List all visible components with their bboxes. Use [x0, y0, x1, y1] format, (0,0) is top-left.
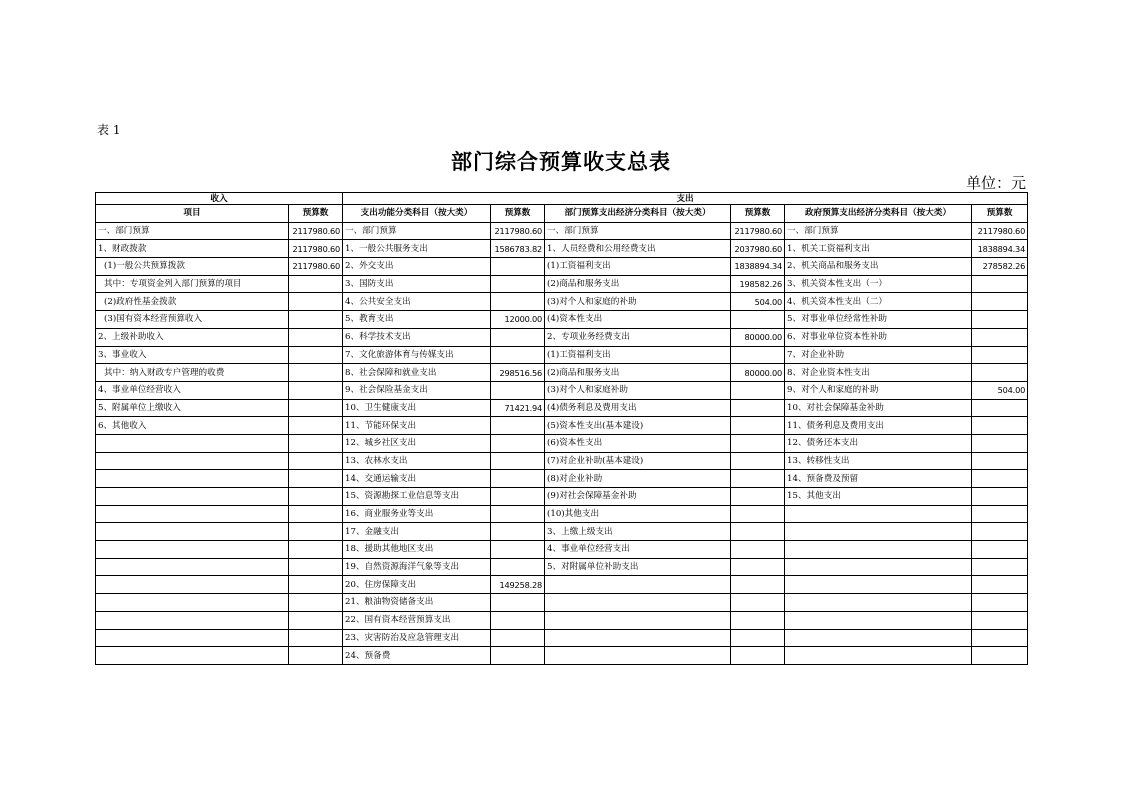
item-name-cell: 12、债务还本支出 — [785, 434, 972, 452]
table-row — [96, 293, 1028, 311]
item-name-cell: 4、事业单位经营支出 — [545, 541, 731, 559]
item-name-cell: 17、金融支出 — [343, 523, 491, 541]
budget-amount-cell — [731, 346, 785, 364]
budget-amount-cell — [731, 558, 785, 576]
item-name-cell: (3)国有资本经营预算收入 — [96, 311, 289, 329]
table-row — [96, 611, 1028, 629]
budget-amount-cell — [731, 452, 785, 470]
budget-amount-cell — [972, 399, 1028, 417]
item-name-cell: 3、国防支出 — [343, 275, 491, 293]
budget-amount-cell: 2117980.60 — [972, 222, 1028, 240]
budget-amount-cell — [972, 311, 1028, 329]
item-name-cell — [785, 647, 972, 665]
item-name-cell: (9)对社会保障基金补助 — [545, 488, 731, 506]
budget-amount-cell — [289, 611, 343, 629]
item-name-cell — [96, 434, 289, 452]
column-header: 预算数 — [289, 205, 343, 223]
item-name-cell: 7、文化旅游体育与传媒支出 — [343, 346, 491, 364]
budget-amount-cell — [289, 293, 343, 311]
table-row — [96, 434, 1028, 452]
item-name-cell: (2)商品和服务支出 — [545, 364, 731, 382]
item-name-cell: (8)对企业补助 — [545, 470, 731, 488]
budget-amount-cell — [289, 311, 343, 329]
item-name-cell: (6)资本性支出 — [545, 434, 731, 452]
budget-amount-cell: 2117980.60 — [289, 222, 343, 240]
item-name-cell: 5、对事业单位经常性补助 — [785, 311, 972, 329]
item-name-cell — [785, 523, 972, 541]
budget-amount-cell: 2117980.60 — [491, 222, 545, 240]
item-name-cell: 1、机关工资福利支出 — [785, 240, 972, 258]
item-name-cell: 9、对个人和家庭的补助 — [785, 381, 972, 399]
item-name-cell — [545, 611, 731, 629]
budget-amount-cell: 2037980.60 — [731, 240, 785, 258]
item-name-cell: 3、上缴上级支出 — [545, 523, 731, 541]
column-header: 预算数 — [491, 205, 545, 223]
item-name-cell: 8、对企业资本性支出 — [785, 364, 972, 382]
item-name-cell: (1)工资福利支出 — [545, 346, 731, 364]
budget-amount-cell — [972, 611, 1028, 629]
column-header: 支出功能分类科目（按大类） — [343, 205, 491, 223]
budget-amount-cell — [972, 293, 1028, 311]
expense-section-header: 支出 — [343, 193, 1028, 205]
table-row — [96, 417, 1028, 435]
item-name-cell: 2、外交支出 — [343, 258, 491, 276]
item-name-cell: 5、教育支出 — [343, 311, 491, 329]
table-row — [96, 328, 1028, 346]
budget-amount-cell — [972, 275, 1028, 293]
item-name-cell: (7)对企业补助(基本建设) — [545, 452, 731, 470]
budget-amount-cell — [289, 434, 343, 452]
item-name-cell: 4、公共安全支出 — [343, 293, 491, 311]
item-name-cell: 21、粮油物资储备支出 — [343, 594, 491, 612]
item-name-cell: (3)对个人和家庭的补助 — [545, 293, 731, 311]
item-name-cell — [785, 541, 972, 559]
budget-amount-cell — [731, 434, 785, 452]
budget-amount-cell — [731, 399, 785, 417]
item-name-cell: 12、城乡社区支出 — [343, 434, 491, 452]
budget-amount-cell — [972, 452, 1028, 470]
item-name-cell: 6、其他收入 — [96, 417, 289, 435]
budget-amount-cell — [289, 275, 343, 293]
item-name-cell — [96, 629, 289, 647]
item-name-cell: 6、对事业单位资本性补助 — [785, 328, 972, 346]
budget-amount-cell — [972, 364, 1028, 382]
unit-label: 单位：元 — [965, 174, 1026, 192]
item-name-cell — [545, 629, 731, 647]
item-name-cell: 1、人员经费和公用经费支出 — [545, 240, 731, 258]
item-name-cell: 10、卫生健康支出 — [343, 399, 491, 417]
budget-amount-cell: 198582.26 — [731, 275, 785, 293]
table-row — [96, 346, 1028, 364]
item-name-cell: 7、对企业补助 — [785, 346, 972, 364]
item-name-cell: 其中：纳入财政专户管理的收费 — [96, 364, 289, 382]
budget-amount-cell — [972, 629, 1028, 647]
item-name-cell — [785, 558, 972, 576]
budget-amount-cell — [289, 470, 343, 488]
budget-amount-cell — [491, 417, 545, 435]
item-name-cell: 4、事业单位经营收入 — [96, 381, 289, 399]
column-header: 政府预算支出经济分类科目（按大类） — [785, 205, 972, 223]
item-name-cell: 一、部门预算 — [96, 222, 289, 240]
item-name-cell — [785, 576, 972, 594]
table-row — [96, 594, 1028, 612]
item-name-cell: 18、援助其他地区支出 — [343, 541, 491, 559]
item-name-cell — [96, 558, 289, 576]
item-name-cell — [96, 505, 289, 523]
table-row — [96, 470, 1028, 488]
item-name-cell: 3、事业收入 — [96, 346, 289, 364]
item-name-cell — [96, 647, 289, 665]
item-name-cell: 3、机关资本性支出（一） — [785, 275, 972, 293]
item-name-cell: 19、自然资源海洋气象等支出 — [343, 558, 491, 576]
item-name-cell: (1)一般公共预算拨款 — [96, 258, 289, 276]
budget-amount-cell — [731, 523, 785, 541]
item-name-cell — [96, 594, 289, 612]
item-name-cell: (1)工资福利支出 — [545, 258, 731, 276]
item-name-cell — [96, 611, 289, 629]
budget-amount-cell — [731, 470, 785, 488]
table-row — [96, 647, 1028, 665]
item-name-cell: (5)资本性支出(基本建设) — [545, 417, 731, 435]
table-section-header-row — [96, 193, 1028, 205]
table-row — [96, 452, 1028, 470]
budget-amount-cell — [491, 328, 545, 346]
item-name-cell — [785, 505, 972, 523]
budget-amount-cell — [289, 488, 343, 506]
budget-amount-cell — [972, 576, 1028, 594]
budget-amount-cell — [972, 328, 1028, 346]
item-name-cell — [545, 647, 731, 665]
page-title: 部门综合预算收支总表 — [451, 149, 671, 174]
table-row — [96, 505, 1028, 523]
item-name-cell: 2、上级补助收入 — [96, 328, 289, 346]
item-name-cell: 10、对社会保障基金补助 — [785, 399, 972, 417]
item-name-cell: (4)债务利息及费用支出 — [545, 399, 731, 417]
item-name-cell: 23、灾害防治及应急管理支出 — [343, 629, 491, 647]
table-column-header-row — [96, 205, 1028, 223]
budget-amount-cell — [972, 417, 1028, 435]
income-section-header: 收入 — [96, 193, 343, 205]
budget-amount-cell — [491, 505, 545, 523]
table-row — [96, 399, 1028, 417]
budget-amount-cell — [491, 258, 545, 276]
budget-amount-cell — [731, 488, 785, 506]
item-name-cell: 4、机关资本性支出（二） — [785, 293, 972, 311]
table-row — [96, 629, 1028, 647]
table-row — [96, 364, 1028, 382]
budget-summary-table — [95, 192, 1028, 665]
budget-amount-cell — [972, 488, 1028, 506]
item-name-cell: 13、转移性支出 — [785, 452, 972, 470]
table-row — [96, 275, 1028, 293]
item-name-cell: 14、交通运输支出 — [343, 470, 491, 488]
item-name-cell — [96, 523, 289, 541]
item-name-cell: 8、社会保障和就业支出 — [343, 364, 491, 382]
budget-amount-cell — [972, 541, 1028, 559]
budget-amount-cell: 2117980.60 — [289, 240, 343, 258]
item-name-cell: 22、国有资本经营预算支出 — [343, 611, 491, 629]
budget-amount-cell — [731, 541, 785, 559]
budget-amount-cell: 504.00 — [731, 293, 785, 311]
column-header: 项目 — [96, 205, 289, 223]
item-name-cell: 5、对附属单位补助支出 — [545, 558, 731, 576]
table-row — [96, 240, 1028, 258]
budget-amount-cell — [289, 647, 343, 665]
budget-amount-cell — [491, 594, 545, 612]
item-name-cell — [785, 594, 972, 612]
budget-amount-cell — [731, 647, 785, 665]
table-row — [96, 576, 1028, 594]
table-row — [96, 541, 1028, 559]
table-row — [96, 258, 1028, 276]
item-name-cell — [545, 576, 731, 594]
item-name-cell: 其中：专项资金列入部门预算的项目 — [96, 275, 289, 293]
budget-amount-cell — [731, 576, 785, 594]
budget-amount-cell — [289, 576, 343, 594]
item-name-cell — [96, 470, 289, 488]
budget-amount-cell — [289, 452, 343, 470]
budget-amount-cell — [972, 647, 1028, 665]
budget-amount-cell — [491, 541, 545, 559]
item-name-cell: 11、节能环保支出 — [343, 417, 491, 435]
budget-amount-cell: 71421.94 — [491, 399, 545, 417]
budget-amount-cell — [289, 346, 343, 364]
table-row — [96, 523, 1028, 541]
budget-amount-cell — [731, 417, 785, 435]
budget-amount-cell — [731, 594, 785, 612]
item-name-cell: 1、财政拨款 — [96, 240, 289, 258]
item-name-cell: (2)政府性基金拨款 — [96, 293, 289, 311]
budget-amount-cell — [972, 523, 1028, 541]
column-header: 预算数 — [972, 205, 1028, 223]
item-name-cell: 1、一般公共服务支出 — [343, 240, 491, 258]
item-name-cell: (2)商品和服务支出 — [545, 275, 731, 293]
budget-amount-cell: 80000.00 — [731, 364, 785, 382]
budget-amount-cell: 504.00 — [972, 381, 1028, 399]
budget-amount-cell — [491, 381, 545, 399]
budget-amount-cell: 12000.00 — [491, 311, 545, 329]
column-header: 部门预算支出经济分类科目（按大类） — [545, 205, 731, 223]
item-name-cell — [96, 541, 289, 559]
budget-amount-cell — [972, 434, 1028, 452]
column-header: 预算数 — [731, 205, 785, 223]
item-name-cell: 5、附属单位上缴收入 — [96, 399, 289, 417]
item-name-cell: 一、部门预算 — [545, 222, 731, 240]
budget-amount-cell — [491, 611, 545, 629]
item-name-cell: 11、债务利息及费用支出 — [785, 417, 972, 435]
item-name-cell: 6、科学技术支出 — [343, 328, 491, 346]
item-name-cell: 14、预备费及预留 — [785, 470, 972, 488]
budget-amount-cell: 1586783.82 — [491, 240, 545, 258]
budget-amount-cell — [289, 541, 343, 559]
budget-amount-cell — [491, 346, 545, 364]
item-name-cell — [96, 488, 289, 506]
budget-amount-cell: 278582.26 — [972, 258, 1028, 276]
item-name-cell — [96, 452, 289, 470]
budget-amount-cell: 2117980.60 — [731, 222, 785, 240]
budget-amount-cell — [289, 381, 343, 399]
item-name-cell: 15、其他支出 — [785, 488, 972, 506]
budget-amount-cell — [972, 505, 1028, 523]
item-name-cell: (10)其他支出 — [545, 505, 731, 523]
budget-amount-cell — [289, 594, 343, 612]
budget-amount-cell — [289, 417, 343, 435]
budget-amount-cell — [491, 488, 545, 506]
budget-amount-cell — [731, 505, 785, 523]
budget-amount-cell — [289, 505, 343, 523]
budget-amount-cell — [731, 611, 785, 629]
budget-amount-cell — [972, 470, 1028, 488]
budget-amount-cell — [289, 364, 343, 382]
budget-amount-cell — [972, 558, 1028, 576]
table-row — [96, 488, 1028, 506]
budget-amount-cell: 149258.28 — [491, 576, 545, 594]
item-name-cell: 15、资源勘探工业信息等支出 — [343, 488, 491, 506]
budget-amount-cell — [289, 558, 343, 576]
budget-amount-cell — [289, 328, 343, 346]
budget-amount-cell — [491, 523, 545, 541]
item-name-cell: 一、部门预算 — [785, 222, 972, 240]
budget-amount-cell: 80000.00 — [731, 328, 785, 346]
item-name-cell — [545, 594, 731, 612]
budget-amount-cell — [491, 629, 545, 647]
budget-amount-cell — [491, 647, 545, 665]
table-row — [96, 558, 1028, 576]
budget-amount-cell — [491, 275, 545, 293]
budget-amount-cell — [289, 629, 343, 647]
item-name-cell: 20、住房保障支出 — [343, 576, 491, 594]
budget-amount-cell — [491, 293, 545, 311]
item-name-cell: 9、社会保险基金支出 — [343, 381, 491, 399]
table-number-label: 表 1 — [97, 123, 121, 137]
item-name-cell — [96, 576, 289, 594]
budget-amount-cell — [731, 311, 785, 329]
budget-amount-cell — [289, 523, 343, 541]
item-name-cell — [785, 611, 972, 629]
budget-amount-cell — [972, 594, 1028, 612]
budget-amount-cell — [972, 346, 1028, 364]
budget-amount-cell — [491, 434, 545, 452]
table-row — [96, 311, 1028, 329]
item-name-cell: (3)对个人和家庭补助 — [545, 381, 731, 399]
item-name-cell — [785, 629, 972, 647]
budget-amount-cell — [289, 399, 343, 417]
budget-amount-cell — [491, 470, 545, 488]
item-name-cell: 2、专项业务经费支出 — [545, 328, 731, 346]
budget-amount-cell: 298516.56 — [491, 364, 545, 382]
table-row — [96, 381, 1028, 399]
budget-amount-cell: 1838894.34 — [731, 258, 785, 276]
budget-amount-cell: 1838894.34 — [972, 240, 1028, 258]
item-name-cell: 24、预备费 — [343, 647, 491, 665]
table-row — [96, 222, 1028, 240]
budget-amount-cell — [731, 381, 785, 399]
budget-amount-cell — [491, 452, 545, 470]
budget-amount-cell: 2117980.60 — [289, 258, 343, 276]
item-name-cell: 一、部门预算 — [343, 222, 491, 240]
item-name-cell: (4)资本性支出 — [545, 311, 731, 329]
item-name-cell: 16、商业服务业等支出 — [343, 505, 491, 523]
item-name-cell: 13、农林水支出 — [343, 452, 491, 470]
budget-amount-cell — [731, 629, 785, 647]
budget-amount-cell — [491, 558, 545, 576]
item-name-cell: 2、机关商品和服务支出 — [785, 258, 972, 276]
